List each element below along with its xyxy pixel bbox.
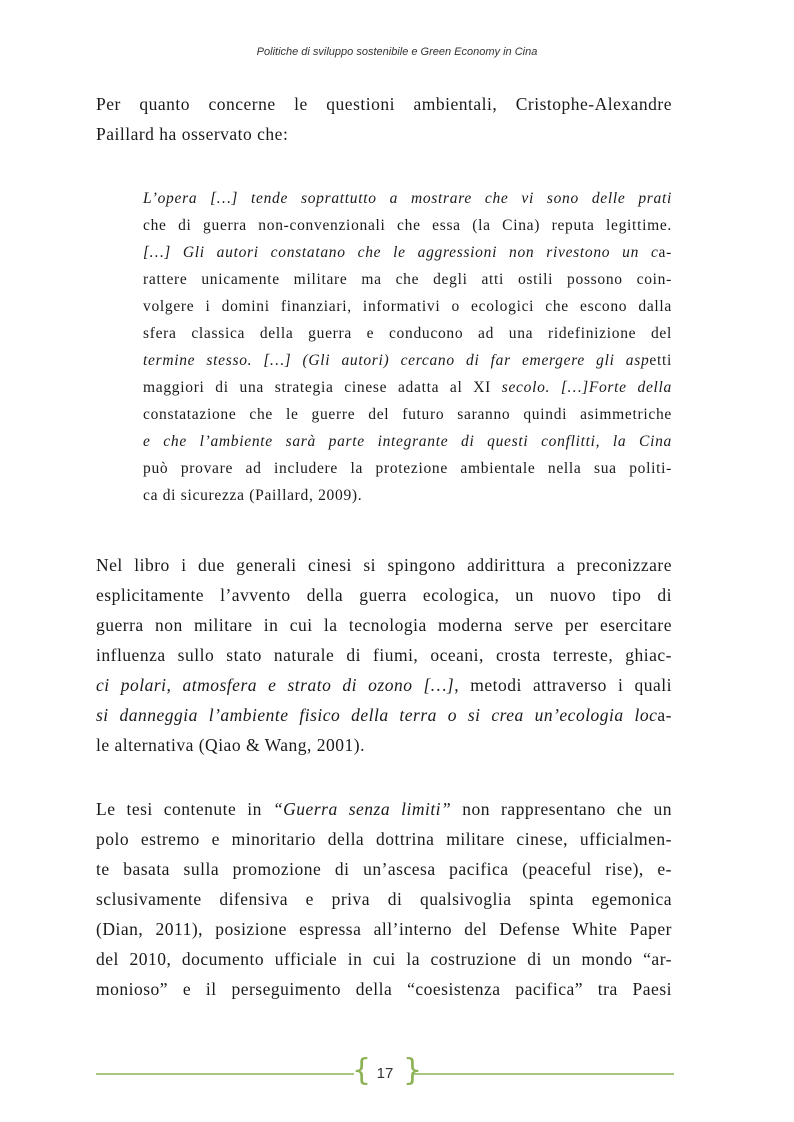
footer-rule-right	[414, 1073, 674, 1075]
quote-text: ca di sicurezza (Paillard, 2009).	[143, 487, 363, 504]
text-span: , metodi attraverso i quali	[454, 675, 672, 695]
quote-line	[143, 433, 672, 451]
right-brace-icon: }	[403, 1053, 423, 1088]
text-line: Per quanto concerne le questioni ambientali, Cristophe-Alexandre	[96, 94, 672, 114]
text-line	[96, 919, 672, 940]
text-span: le alternativa (Qiao & Wang, 2001).	[96, 735, 365, 755]
text-span: Nel libro i due generali cinesi si spingono addirittura a preconizzare	[96, 555, 672, 575]
quote-text: rattere unicamente militare ma che degli atti ostili possono coin-	[143, 271, 672, 288]
quote-line	[143, 271, 672, 289]
text-line	[96, 735, 672, 756]
text-line	[96, 889, 672, 910]
text-line	[96, 555, 672, 576]
book-title: “Guerra senza limiti”	[272, 799, 452, 819]
quote-text: etti	[649, 352, 672, 369]
text-span: Le tesi contenute in	[96, 799, 273, 819]
quote-line	[143, 217, 672, 235]
text-span: polo estremo e minoritario della dottrina militare cinese, ufficialmen-	[96, 829, 672, 849]
page-number: 17	[376, 1065, 394, 1082]
text-line	[96, 799, 672, 820]
quote-text-italic: secolo. […]Forte della	[501, 379, 672, 396]
quote-line	[143, 325, 672, 343]
text-span: non rappresentano che un	[451, 799, 672, 819]
quote-text: volgere i domini finanziari, informativi o ecologici che escono dalla	[143, 298, 672, 315]
quote-line	[143, 406, 672, 424]
quote-text: L’opera […] tende soprattutto a mostrare che vi sono delle prati	[143, 190, 672, 207]
quote-text-italic: e che l’ambiente sarà parte integrante di questi conflitti, la Cina	[143, 433, 672, 450]
quote-line	[143, 352, 672, 370]
quote-line	[143, 487, 672, 505]
quote-line	[143, 460, 672, 478]
text-line	[96, 645, 672, 666]
running-header: Politiche di sviluppo sostenibile e Green Economy in Cina	[256, 46, 538, 58]
text-line	[96, 585, 672, 606]
quote-text: che di guerra non-convenzionali che essa (la Cina) reputa legittime.	[143, 217, 672, 234]
text-span: a-	[657, 705, 672, 725]
quote-text: a-	[658, 244, 672, 261]
left-brace-icon: {	[352, 1053, 372, 1088]
quote-text-italic: termine stesso. […] (Gli autori) cercano di far emergere gli asp	[143, 352, 650, 369]
text-span: (Dian, 2011), posizione espressa all’interno del Defense White Paper	[96, 919, 672, 939]
text-span-italic: ci polari, atmosfera e strato di ozono […]	[96, 675, 455, 695]
text-line	[96, 675, 672, 696]
text-line	[96, 859, 672, 880]
text-line	[96, 829, 672, 850]
text-line	[96, 949, 672, 970]
quote-text: maggiori di una strategia cinese adatta al XI	[143, 379, 502, 396]
text-line: Paillard ha osservato che:	[96, 124, 289, 144]
text-span: sclusivamente difensiva e priva di qualsivoglia spinta egemonica	[96, 889, 672, 909]
quote-line	[143, 244, 672, 262]
text-line	[96, 705, 672, 726]
text-span: guerra non militare in cui la tecnologia moderna serve per esercitare	[96, 615, 672, 635]
text-span-italic: si danneggia l’ambiente fisico della terra o si crea un’ecologia loc	[96, 705, 658, 725]
text-line	[96, 979, 672, 1000]
text-span: te basata sulla promozione di un’ascesa pacifica (peaceful rise), e-	[96, 859, 672, 879]
quote-text: sfera classica della guerra e conducono ad una ridefinizione del	[143, 325, 672, 342]
text-line	[96, 615, 672, 636]
text-span: monioso” e il perseguimento della “coesistenza pacifica” tra Paesi	[96, 979, 672, 999]
quote-text-italic: […] Gli autori constatano che le aggressioni non rivestono un c	[143, 244, 659, 261]
quote-line	[143, 298, 672, 316]
quote-line	[143, 379, 672, 397]
quote-text: può provare ad includere la protezione ambientale nella sua politi-	[143, 460, 672, 477]
footer-rule-left	[96, 1073, 354, 1075]
text-span: esplicitamente l’avvento della guerra ecologica, un nuovo tipo di	[96, 585, 672, 605]
text-span: del 2010, documento ufficiale in cui la costruzione di un mondo “ar-	[96, 949, 672, 969]
text-span: influenza sullo stato naturale di fiumi, oceani, crosta terreste, ghiac-	[96, 645, 672, 665]
quote-text: constatazione che le guerre del futuro saranno quindi asimmetriche	[143, 406, 672, 423]
quote-line	[143, 190, 672, 208]
